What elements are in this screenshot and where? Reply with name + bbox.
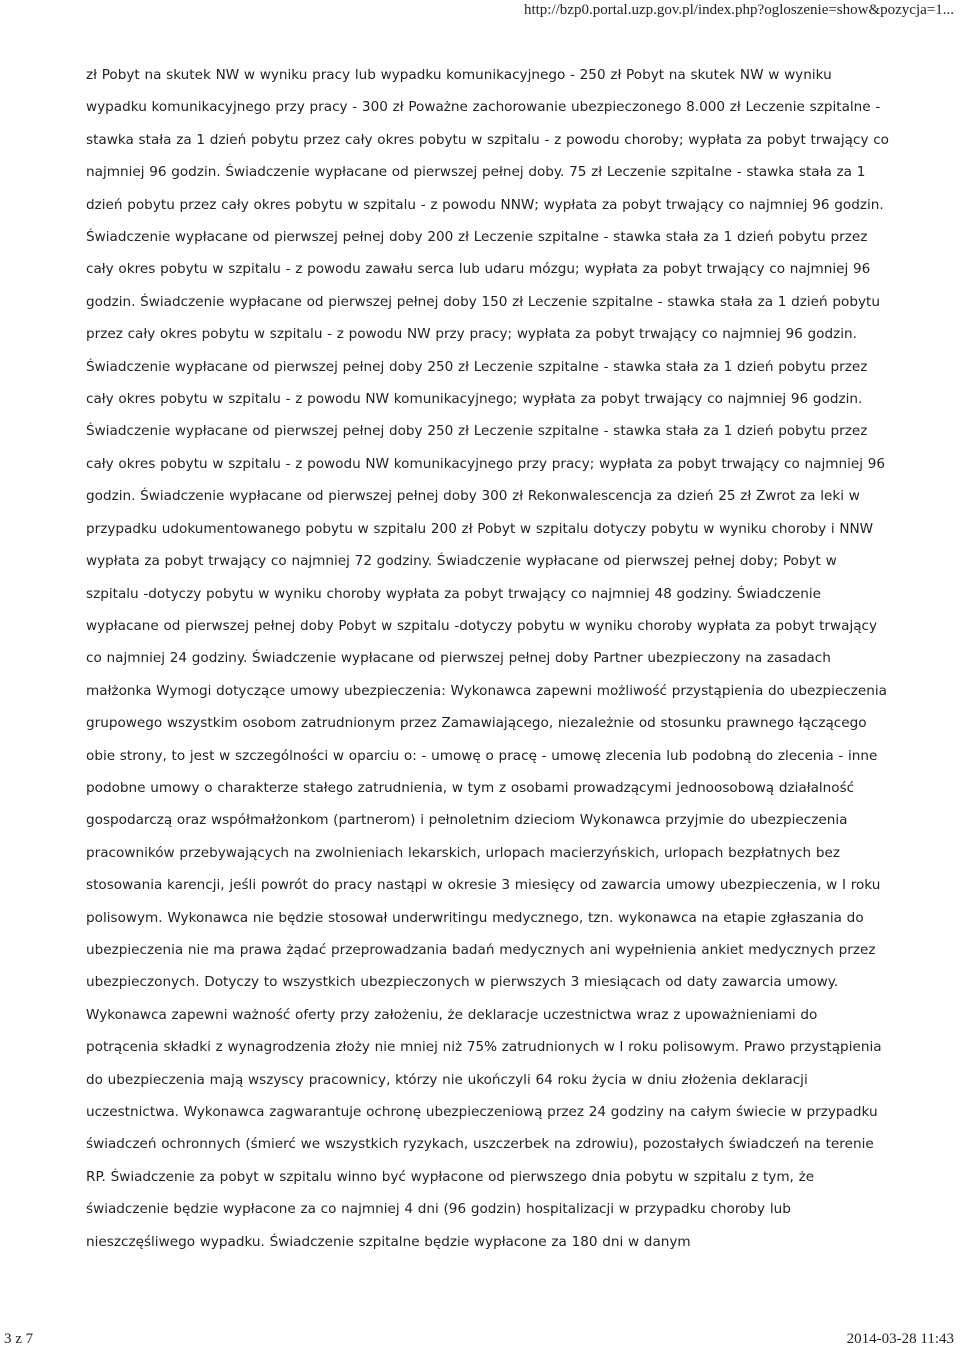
page-url: http://bzp0.portal.uzp.gov.pl/index.php?ogloszenie=show&pozycja=1... (523, 2, 954, 18)
page-number: 3 z 7 (4, 1331, 34, 1347)
print-timestamp: 2014-03-28 11:43 (846, 1331, 954, 1347)
document-body-text: zł Pobyt na skutek NW w wyniku pracy lub wypadku komunikacyjnego - 250 zł Pobyt na skutek NW w wyniku wypadku komunikacyjnego przy pracy - 300 zł Poważne zachorowanie ubezpieczonego 8.000 zł Leczenie szpitalne - stawka stała za 1 dzień pobytu przez cały okres pobytu w szpitalu - z powodu choroby; wypłata za pobyt trwający co najmniej 96 godzin. Świadczenie wypłacane od pierwszej pełnej doby. 75 zł Leczenie szpitalne - stawka stała za 1 dzień pobytu przez cały okres pobytu w szpitalu - z powodu NNW; wypłata za pobyt trwający co najmniej 96 godzin. Świadczenie wypłacane od pierwszej pełnej doby 200 zł Leczenie szpitalne - stawka stała za 1 dzień pobytu przez cały okres pobytu w szpitalu - z powodu zawału serca lub udaru mózgu; wypłata za pobyt trwający co najmniej 96 godzin. Świadczenie wypłacane od pierwszej pełnej doby 150 zł Leczenie szpitalne - stawka stała za 1 dzień pobytu przez cały okres pobytu w szpitalu - z powodu NW przy pracy; wypłata za pobyt trwający co najmniej 96 godzin. Świadczenie wypłacane od pierwszej pełnej doby 250 zł Leczenie szpitalne - stawka stała za 1 dzień pobytu przez cały okres pobytu w szpitalu - z powodu NW komunikacyjnego; wypłata za pobyt trwający co najmniej 96 godzin. Świadczenie wypłacane od pierwszej pełnej doby 250 zł Leczenie szpitalne - stawka stała za 1 dzień pobytu przez cały okres pobytu w szpitalu - z powodu NW komunikacyjnego przy pracy; wypłata za pobyt trwający co najmniej 96 godzin. Świadczenie wypłacane od pierwszej pełnej doby 300 zł Rekonwalescencja za dzień 25 zł Zwrot za leki w przypadku udokumentowanego pobytu w szpitalu 200 zł Pobyt w szpitalu dotyczy pobytu w wyniku choroby i NNW wypłata za pobyt trwający co najmniej 72 godziny. Świadczenie wypłacane od pierwszej pełnej doby; Pobyt w szpitalu -dotyczy pobytu w wyniku choroby wypłata za pobyt trwający co najmniej 48 godziny. Świadczenie wypłacane od pierwszej pełnej doby Pobyt w szpitalu -dotyczy pobytu w wyniku choroby wypłata za pobyt trwający co najmniej 24 godziny. Świadczenie wypłacane od pierwszej pełnej doby Partner ubezpieczony na zasadach małżonka Wymogi dotyczące umowy ubezpieczenia: Wykonawca zapewni możliwość przystąpienia do ubezpieczenia grupowego wszystkim osobom zatrudnionym przez Zamawiającego, niezależnie od stosunku prawnego łączącego obie strony, to jest w szczególności w oparciu o: - umowę o pracę - umowę zlecenia lub podobną do zlecenia - inne podobne umowy o charakterze stałego zatrudnienia, w tym z osobami prowadzącymi jednoosobową działalność gospodarczą oraz współmałżonkom (partnerom) i pełnoletnim dzieciom Wykonawca przyjmie do ubezpieczenia pracowników przebywających na zwolnieniach lekarskich, urlopach macierzyńskich, urlopach bezpłatnych bez stosowania karencji, jeśli powrót do pracy nastąpi w okresie 3 miesięcy od zawarcia umowy ubezpieczenia, w I roku polisowym. Wykonawca nie będzie stosował underwritingu medycznego, tzn. wykonawca na etapie zgłaszania do ubezpieczenia nie ma prawa żądać przeprowadzania badań medycznych ani wypełnienia ankiet medycznych przez ubezpieczonych. Dotyczy to wszystkich ubezpieczonych w pierwszych 3 miesiącach od daty zawarcia umowy. Wykonawca zapewni ważność oferty przy założeniu, że deklaracje uczestnictwa wraz z upoważnieniami do potrącenia składki z wynagrodzenia złoży nie mniej niż 75% zatrudnionych w I roku polisowym. Prawo przystąpienia do ubezpieczenia mają wszyscy pracownicy, którzy nie ukończyli 64 roku życia w dniu złożenia deklaracji uczestnictwa. Wykonawca zagwarantuje ochronę ubezpieczeniową przez 24 godziny na całym świecie w przypadku świadczeń ochronnych (śmierć we wszystkich ryzykach, uszczerbek na zdrowiu), pozostałych świadczeń na terenie RP. Świadczenie za pobyt w szpitalu winno być wypłacone od pierwszego dnia pobytu w szpitalu z tym, że świadczenie będzie wypłacone za co najmniej 4 dni (96 godzin) hospitalizacji w przypadku choroby lub nieszczęśliwego wypadku. Świadczenie szpitalne będzie wypłacone za 180 dni w danym (86, 67, 890, 1250)
